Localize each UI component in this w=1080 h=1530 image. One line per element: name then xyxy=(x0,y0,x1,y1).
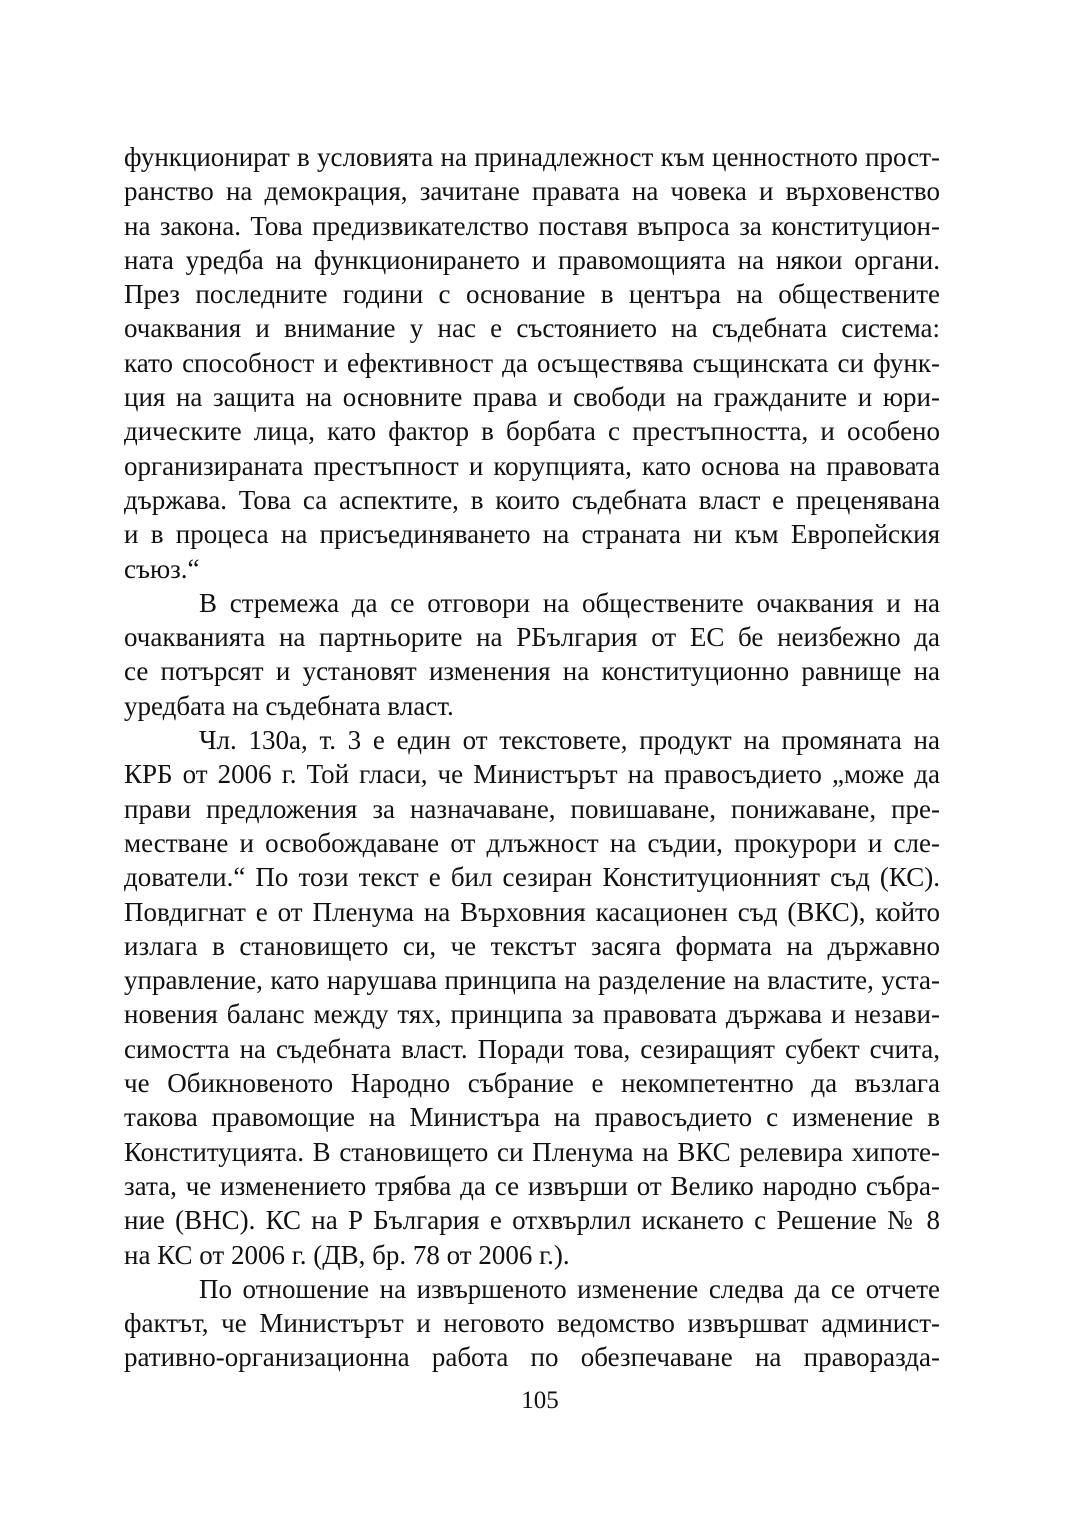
text-line: фактът, че Министърът и неговото ведомство извършват админист- xyxy=(124,1308,940,1339)
text-line: такова правомощие на Министъра на правосъдието с изменение в xyxy=(124,1102,940,1133)
text-line: В стремежа да се отговори на обществените очаквания и на xyxy=(199,587,940,618)
text-line: Чл. 130а, т. 3 е един от текстовете, продукт на промяната на xyxy=(199,725,940,756)
document-body xyxy=(124,140,940,1375)
text-line: прави предложения за назначаване, повишаване, понижаване, пре- xyxy=(124,793,940,824)
text-line: ние (ВНС). КС на Р България е отхвърлил искането с Решение № 8 xyxy=(124,1205,940,1236)
text-line: През последните години с основание в центъра на обществените xyxy=(124,279,940,310)
text-line: зата, че изменението трябва да се извърши от Велико народно събра- xyxy=(124,1170,940,1201)
text-line: По отношение на извършеното изменение следва да се отчете xyxy=(199,1273,940,1304)
text-line: уредбата на съдебната власт. xyxy=(124,690,454,721)
page-number: 105 xyxy=(521,1387,559,1414)
text-line: и в процеса на присъединяването на страната ни към Европейския xyxy=(124,519,940,550)
text-line: че Обикновеното Народно събрание е некомпетентно да възлага xyxy=(124,1068,940,1099)
text-line: местване и освобождаване от длъжност на съдии, прокурори и сле- xyxy=(124,827,940,858)
text-line: излага в становището си, че текстът засяга формата на държавно xyxy=(124,930,940,961)
text-line: КРБ от 2006 г. Той гласи, че Министърът на правосъдието „може да xyxy=(124,759,940,790)
text-line: на закона. Това предизвикателство поставя въпроса за конституцион- xyxy=(124,210,940,241)
text-line: като способност и ефективност да осъществява същинската си функ- xyxy=(124,347,940,378)
text-line: Повдигнат е от Пленума на Върховния касационен съд (ВКС), който xyxy=(124,896,940,927)
text-line: симостта на съдебната власт. Поради това, сезиращият субект счита, xyxy=(124,1033,940,1064)
text-line: Конституцията. В становището си Пленума на ВКС релевира хипоте- xyxy=(124,1136,940,1167)
text-line: функционират в условията на принадлежност към ценностното прост- xyxy=(124,142,940,172)
text-line: се потърсят и установят изменения на конституционно равнище на xyxy=(124,656,940,687)
text-line: дическите лица, като фактор в борбата с престъпността, и особено xyxy=(124,416,940,447)
text-line: дователи.“ По този текст е бил сезиран Конституционният съд (КС). xyxy=(124,862,940,893)
text-line: ранство на демокрация, зачитане правата на човека и върховенство xyxy=(124,176,940,207)
text-line: на КС от 2006 г. (ДВ, бр. 78 от 2006 г.). xyxy=(124,1239,570,1270)
text-line: държава. Това са аспектите, в които съдебната власт е преценявана xyxy=(124,484,940,515)
text-line: очаквания и внимание у нас е състоянието на съдебната система: xyxy=(124,313,940,344)
text-line: очакванията на партньорите на РБългария от ЕС бе неизбежно да xyxy=(124,622,940,653)
text-line: ративно-организационна работа по обезпечаване на праворазда- xyxy=(124,1342,940,1373)
text-line: организираната престъпност и корупцията, като основа на правовата xyxy=(124,450,940,481)
text-line: управление, като нарушава принципа на разделение на властите, уста- xyxy=(124,965,940,996)
text-line: ната уредба на функционирането и правомощията на някои органи. xyxy=(124,244,940,275)
text-line: съюз.“ xyxy=(124,553,200,584)
text-line: ция на защита на основните права и свободи на гражданите и юри- xyxy=(124,382,940,413)
text-line: новения баланс между тях, принципа за правовата държава и незави- xyxy=(124,999,940,1030)
